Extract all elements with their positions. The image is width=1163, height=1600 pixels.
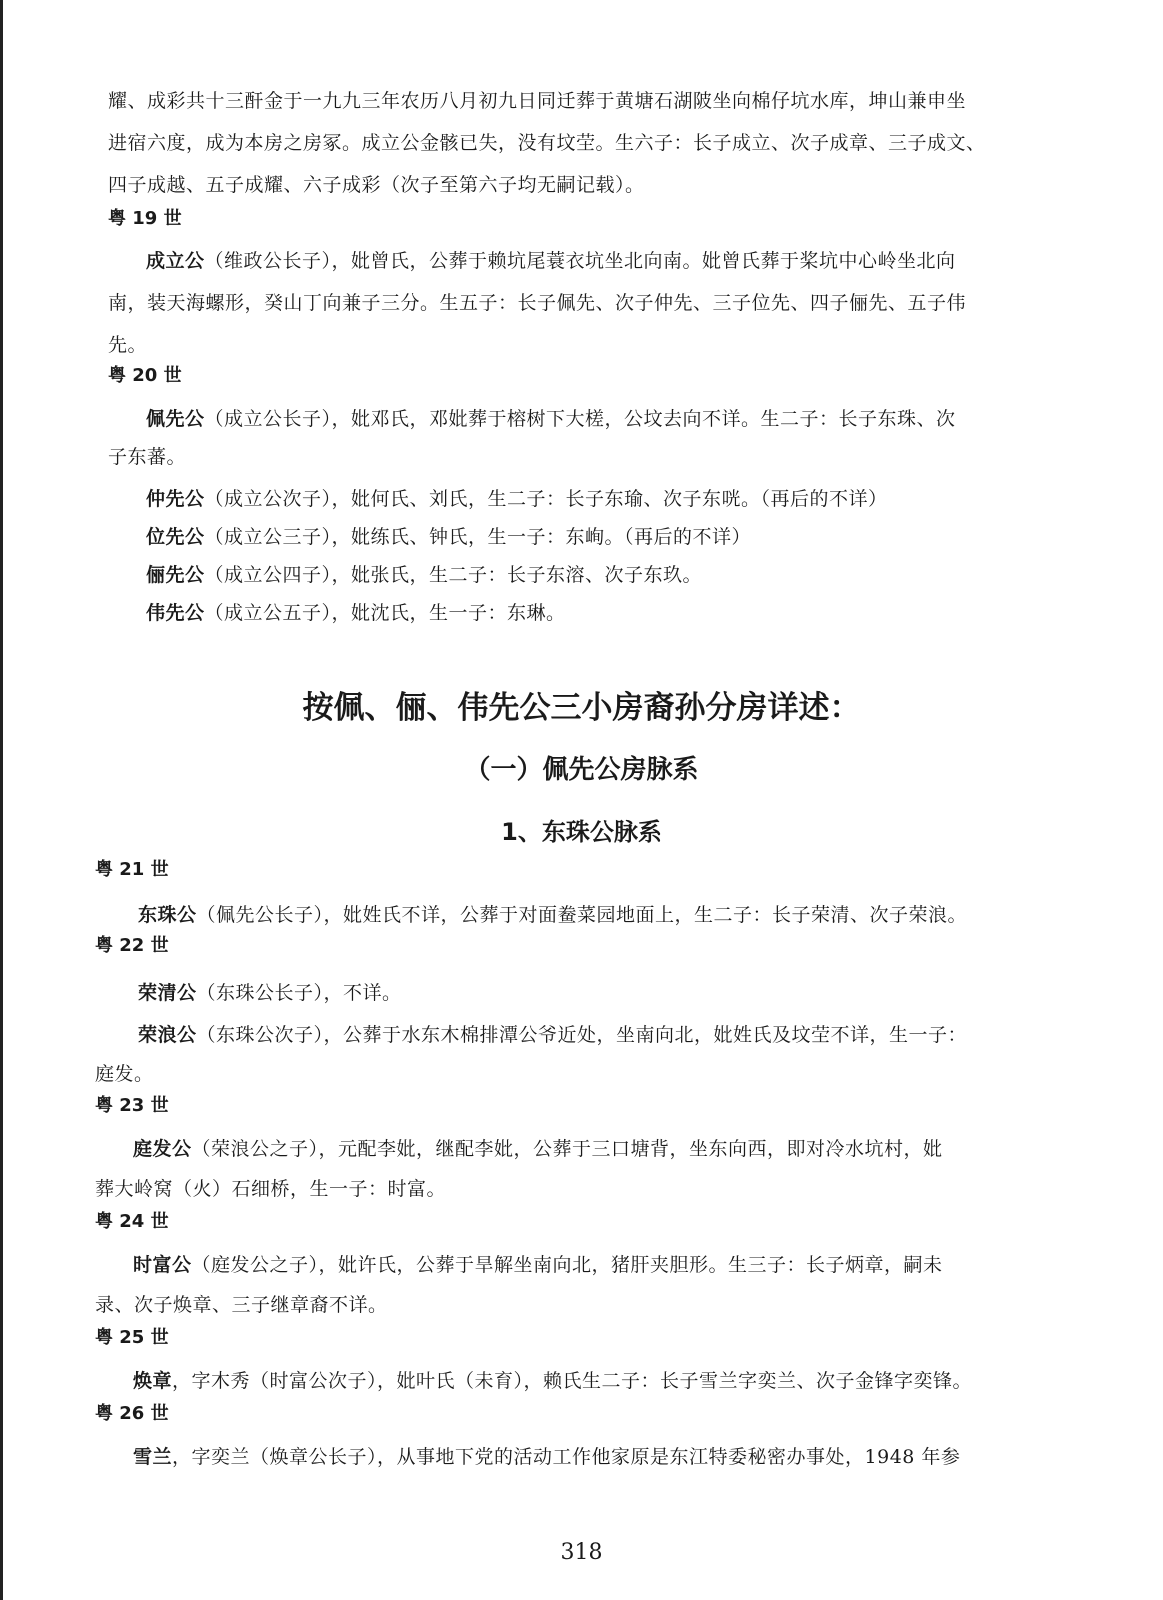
entry-name: 荣浪公	[138, 1024, 197, 1046]
paragraph-continuation-line-1: 耀、成彩共十三酐金于一九九三年农历八月初九日同迁葬于黄塘石湖陂坐向棉仔坑水库，坤山兼申坐	[108, 90, 967, 112]
generation-heading-23: 粤 23 世	[95, 1095, 169, 1116]
entry-chengligong-line-3: 先。	[108, 334, 148, 356]
generation-heading-24: 粤 24 世	[95, 1211, 169, 1232]
scan-edge	[0, 0, 3, 1600]
entry-ronglanggong-line-1: 荣浪公（东珠公次子），公葬于水东木棉排潭公爷近处，坐南向北，妣姓氏及坟茔不详，生一子：	[138, 1024, 968, 1046]
entry-name: 雪兰	[133, 1446, 173, 1468]
entry-chengligong-line-1: 成立公（维政公长子），妣曾氏，公葬于赖坑尾蓑衣坑坐北向南。妣曾氏葬于桨坑中心岭坐北向	[146, 250, 956, 272]
entry-weixiangong-2: 伟先公（成立公五子），妣沈氏，生一子：东琳。	[146, 602, 566, 624]
entry-name: 荣清公	[138, 982, 197, 1004]
entry-name: 成立公	[146, 250, 205, 272]
entry-name: 时富公	[133, 1254, 192, 1276]
generation-heading-19: 粤 19 世	[108, 208, 182, 229]
entry-dongzhugong: 东珠公（佩先公长子），妣姓氏不详，公葬于对面鲞菜园地面上，生二子：长子荣清、次子荣浪。	[138, 904, 968, 926]
entry-name: 俪先公	[146, 564, 205, 586]
generation-heading-20: 粤 20 世	[108, 365, 182, 386]
generation-heading-21: 粤 21 世	[95, 859, 169, 880]
entry-name: 仲先公	[146, 488, 205, 510]
sub-subsection-heading: 1、东珠公脉系	[501, 818, 662, 846]
entry-shifugong-line-2: 录、次子焕章、三子继章裔不详。	[95, 1294, 388, 1316]
generation-heading-26: 粤 26 世	[95, 1403, 169, 1424]
entry-name: 位先公	[146, 526, 205, 548]
entry-tingfagong-line-2: 葬大岭窝（火）石细桥，生一子：时富。	[95, 1178, 447, 1200]
generation-heading-22: 粤 22 世	[95, 935, 169, 956]
entry-weixiangong: 位先公（成立公三子），妣练氏、钟氏，生一子：东峋。（再后的不详）	[146, 526, 752, 548]
entry-xuelan: 雪兰，字奕兰（焕章公长子），从事地下党的活动工作他家原是东江特委秘密办事处，1948 年参	[133, 1446, 961, 1468]
entry-name: 焕章	[133, 1370, 173, 1392]
entry-lixiangong: 俪先公（成立公四子），妣张氏，生二子：长子东溶、次子东玖。	[146, 564, 703, 586]
paragraph-continuation-line-2: 进宿六度，成为本房之房冢。成立公金骸已失，没有坟茔。生六子：长子成立、次子成章、三子成文、	[108, 132, 986, 154]
entry-zhongxiangong: 仲先公（成立公次子），妣何氏、刘氏，生二子：长子东瑜、次子东咣。（再后的不详）	[146, 488, 888, 510]
entry-tingfagong-line-1: 庭发公（荣浪公之子），元配李妣，继配李妣，公葬于三口塘背，坐东向西，即对冷水坑村，妣	[133, 1138, 943, 1160]
entry-name: 伟先公	[146, 602, 205, 624]
page-number: 318	[560, 1540, 603, 1565]
entry-rongqinggong: 荣清公（东珠公长子），不详。	[138, 982, 402, 1004]
entry-peixiangong-line-1: 佩先公（成立公长子），妣邓氏，邓妣葬于榕树下大槎，公坟去向不详。生二子：长子东珠、次	[146, 408, 956, 430]
generation-heading-25: 粤 25 世	[95, 1327, 169, 1348]
entry-shifugong-line-1: 时富公（庭发公之子），妣许氏，公葬于旱解坐南向北，猪肝夹胆形。生三子：长子炳章，嗣未	[133, 1254, 943, 1276]
entry-ronglanggong-line-2: 庭发。	[95, 1063, 154, 1085]
entry-peixiangong-line-2: 子东蕃。	[108, 446, 187, 468]
section-heading: 按佩、俪、伟先公三小房裔孙分房详述：	[302, 690, 861, 726]
subsection-heading: （一）佩先公房脉系	[464, 755, 699, 785]
entry-huanzhang: 焕章，字木秀（时富公次子），妣叶氏（未育），赖氏生二子：长子雪兰字奕兰、次子金锋字奕锋。	[133, 1370, 973, 1392]
entry-chengligong-line-2: 南，装天海螺形，癸山丁向兼子三分。生五子：长子佩先、次子仲先、三子位先、四子俪先、五子伟	[108, 292, 967, 314]
entry-name: 庭发公	[133, 1138, 192, 1160]
entry-name: 佩先公	[146, 408, 205, 430]
entry-name: 东珠公	[138, 904, 197, 926]
paragraph-continuation-line-3: 四子成越、五子成耀、六子成彩（次子至第六子均无嗣记载）。	[108, 174, 645, 196]
